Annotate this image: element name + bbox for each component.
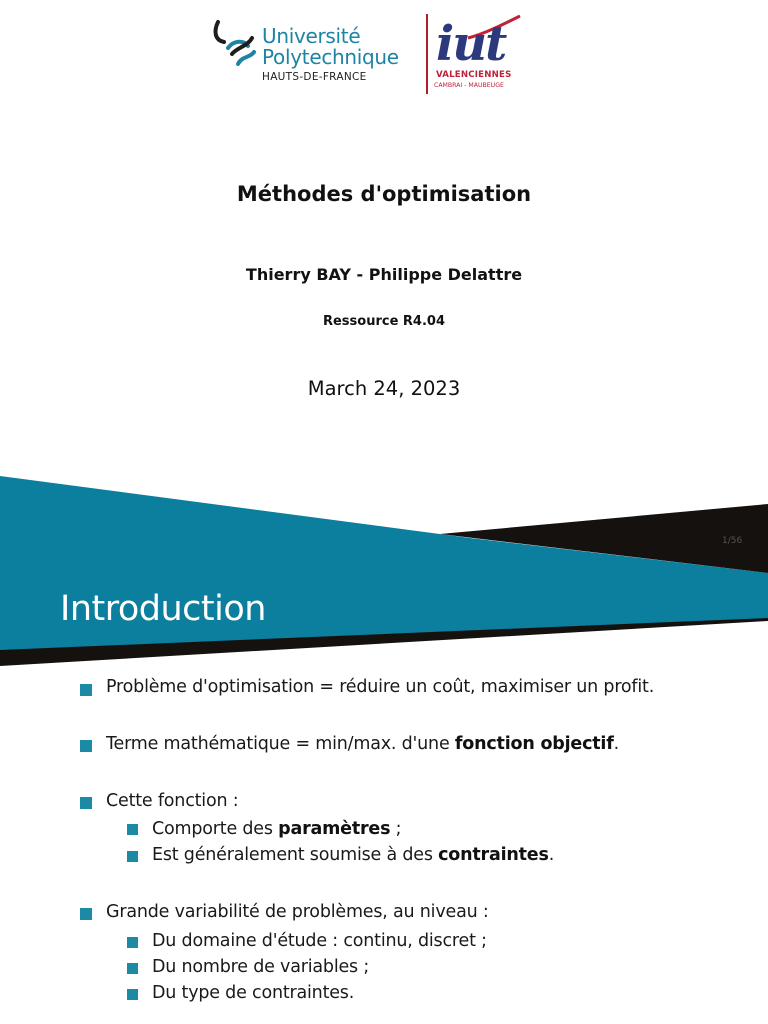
sub-bullet-marker [127, 989, 138, 1000]
upf-logo-line3: HAUTS-DE-FRANCE [262, 71, 367, 83]
iut-logo-word: iut [436, 16, 506, 72]
sub-bullet-marker [127, 963, 138, 974]
upf-logo-line2: Polytechnique [262, 45, 399, 69]
presentation-title: Méthodes d'optimisation [236, 182, 532, 206]
sub-list-item: Du domaine d'étude : continu, discret ; [152, 931, 487, 951]
slide-title: Introduction [60, 589, 266, 629]
list-item: Problème d'optimisation = réduire un coût, maximiser un profit. [106, 677, 655, 697]
logo-divider [426, 14, 428, 94]
upf-logo-line1: Université [262, 24, 361, 48]
list-item: Cette fonction : [106, 791, 239, 811]
sub-list-item: Du type de contraintes. [152, 983, 355, 1003]
bullet-marker [80, 908, 92, 920]
upf-logo-icon [212, 18, 256, 72]
decorative-band [0, 476, 768, 576]
presentation-date: March 24, 2023 [307, 377, 461, 400]
sub-bullet-marker [127, 851, 138, 862]
iut-logo-city: VALENCIENNES [436, 70, 512, 80]
iut-logo [434, 14, 526, 94]
iut-logo-sub: CAMBRAI - MAUBEUGE [434, 82, 504, 89]
upf-logo-text [262, 26, 399, 83]
list-item: Terme mathématique = min/max. d'une fonction objectif. [106, 734, 620, 754]
bullet-marker [80, 740, 92, 752]
bullet-marker [80, 684, 92, 696]
introduction-slide [0, 576, 768, 1024]
sub-list-item: Du nombre de variables ; [152, 957, 370, 977]
bullet-marker [80, 797, 92, 809]
university-logos [208, 12, 530, 96]
presentation-authors: Thierry BAY - Philippe Delattre [245, 265, 523, 284]
list-item: Grande variabilité de problèmes, au niveau : [106, 902, 489, 922]
presentation-resource: Ressource R4.04 [322, 314, 446, 329]
sub-list-item: Est généralement soumise à des contraintes. [152, 845, 555, 865]
bullet-list [0, 576, 768, 1024]
sub-bullet-marker [127, 937, 138, 948]
sub-bullet-marker [127, 824, 138, 835]
sub-list-item: Comporte des paramètres ; [152, 819, 402, 839]
page-number: 1/56 [722, 536, 743, 546]
